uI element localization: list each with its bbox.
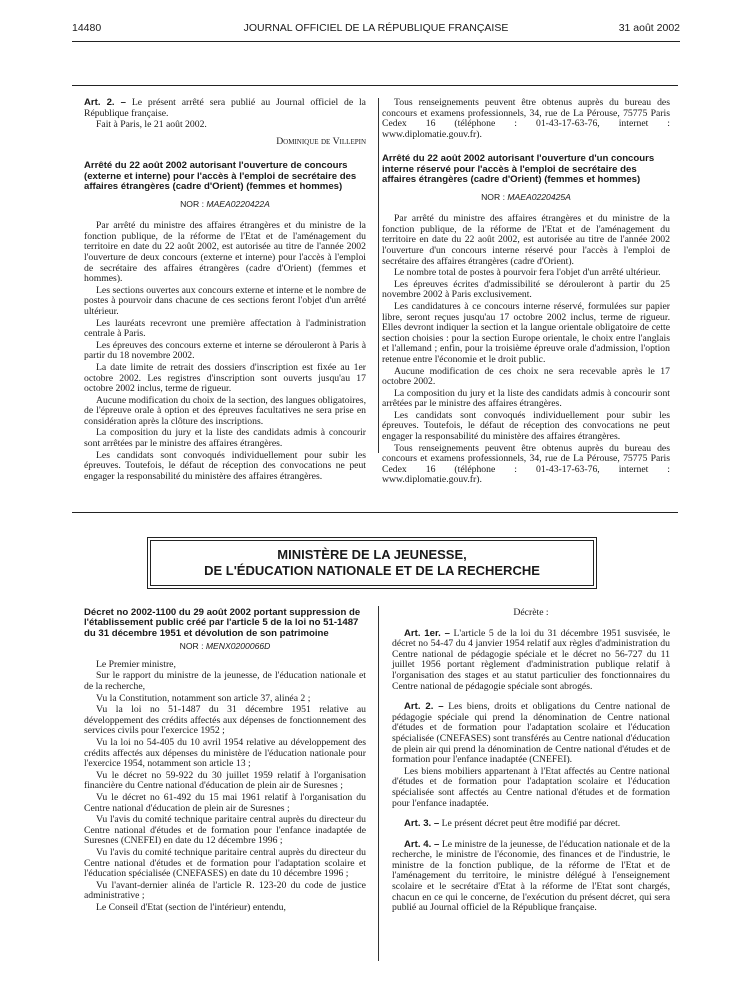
nor-reference: NOR : MAEA0220422A [180,198,270,209]
article-paragraph: Art. 1er. – L'article 5 de la loi du 31 décembre 1951 susvisée, le décret no 54-47 du 4 janvier 1954 relatif aux règles d'administration du Centre national de pédagogie spéciale et le décret no 56-727 du 11 juillet 1956 portant règlement d'administration publique relatif à l'organisation des stages et au statut particulier des fonctionnaires du Centre national de pédagogie spéciale sont abrogés. [392,627,670,692]
page-number: 14480 [72,22,102,34]
top-rule [72,85,678,86]
paragraph: Les candidats sont convoqués individuellement pour subir les épreuves. Toutefois, le défaut de réception des convocations ne peut engager la responsabilité du ministère des affaires étrangères. [382,409,670,443]
article-text: Le présent arrêté sera publié au Journal officiel de la République française. [84,97,366,119]
nor-reference: NOR : MAEA0220425A [481,191,571,202]
paragraph: Par arrêté du ministre des affaires étrangères et du ministre de la fonction publique, de la réforme de l'Etat et de l'aménagement du territoire en date du 22 août 2002, est autorisée au titre de l'année 2002 l'ouverture d'un concours interne réservé pour l'accès à l'emploi de secrétaire des affaires étrangères (cadre d'Orient). [382,213,670,267]
paragraph: Vu l'avis du comité technique paritaire central auprès du directeur du Centre national d'études et de formation pour l'enfance inadaptée de Suresnes (CNEFEI) en date du 12 décembre 1996 ; [84,814,366,847]
paragraph: Vu la loi no 54-405 du 10 avril 1954 relative au développement des crédits affectés aux dépenses du ministère de l'éducation nationale pour l'exercice 1954, notamment son article 13 ; [84,736,366,770]
article-paragraph: Art. 4. – Le ministre de la jeunesse, de l'éducation nationale et de la recherche, le ministre de l'économie, des finances et de l'industrie, le ministre de la fonction publique, de la réforme de l'Etat et de l'aménagement du territoire, le ministre délégué à l'enseignement scolaire et le secrétaire d'Etat à la réforme de l'Etat sont chargés, chacun en ce qui le concerne, de l'exécution du présent décret, qui sera publié au Journal officiel de la République française. [392,838,670,914]
paragraph: Par arrêté du ministre des affaires étrangères et du ministre de la fonction publique, de la réforme de l'Etat et de l'aménagement du territoire en date du 22 août 2002, est autorisée au titre de l'année 2002 l'ouverture de deux concours (externe et interne) pour l'accès à l'emploi de secrétaire des affaires étrangères (cadre d'Orient) (femmes et hommes). [84,220,366,285]
header-rule [72,41,680,42]
paragraph: Vu le décret no 61-492 du 15 mai 1961 relatif à l'organisation du Centre national d'éducation de plein air de Suresnes ; [84,791,366,814]
signature: Dominique de Villepin [276,135,366,147]
done-at: Fait à Paris, le 21 août 2002. [96,119,207,131]
ministry-line-2: DE L'ÉDUCATION NATIONALE ET DE LA RECHERCHE [204,563,540,578]
paragraph: Le Premier ministre, [96,658,176,670]
paragraph: Le nombre total de postes à pourvoir fera l'objet d'un arrêté ultérieur. [394,267,661,279]
paragraph: Vu le décret no 59-922 du 30 juillet 1959 relatif à l'organisation financière du Centre national d'éducation de plein air de Suresnes ; [84,769,366,792]
paragraph: La composition du jury et la liste des candidats admis à concourir sont arrêtées par le ministre des affaires étrangères. [84,427,366,450]
decree-title: Arrêté du 22 août 2002 autorisant l'ouverture d'un concours interne réservé pour l'accès à l'emploi de secrétaire des affaires étrangères (cadre d'Orient) (femmes et hommes) [382,153,655,186]
paragraph: Vu la loi no 51-1487 du 31 décembre 1951 relative au développement des crédits affectés aux dépenses de fonctionnement des services civils pour l'exercice 1952 ; [84,704,366,737]
column-divider [378,606,379,961]
paragraph: Tous renseignements peuvent être obtenus auprès du bureau des concours et examens professionnels, 34, rue de La Pérouse, 75775 Paris Cedex 16 (téléphone : 01-43-17-63-76, internet : www.diplomatie.gouv.fr). [382,442,670,486]
paragraph: Le Conseil d'Etat (section de l'intérieur) entendu, [96,901,286,913]
paragraph: Les candidatures à ce concours interne réservé, formulées sur papier libre, seront reçues jusqu'au 17 octobre 2002 inclus, terme de rigueur. Elles devront indiquer la section et la langue orientale obligatoire de cette section choisies : pour la section Europe orientale, le choix entre l'anglais et l'allemand ; enfin, pour la troisième épreuve orale d'admission, l'option retenue entre l'économie et le droit public. [382,300,670,365]
paragraph: Les épreuves des concours externe et interne se dérouleront à Paris à partir du 18 novembre 2002. [84,339,366,362]
article-paragraph: Les biens mobiliers appartenant à l'Etat affectés au Centre national d'études et de formation pour l'adaptation scolaire et l'éducation spécialisée sont affectés au Centre national d'études et de formation pour l'enfance inadaptée. [392,765,670,809]
left-bottom-column [84,608,366,914]
paragraph: Les lauréats recevront une première affectation à l'administration centrale à Paris. [84,317,366,340]
paragraph: Aucune modification du choix de la section, des langues obligatoires, de l'épreuve orale à option et des épreuves facultatives ne sera prise en considération après la clôture des inscriptions. [84,394,366,427]
left-top-column [84,98,366,483]
page-header [72,22,680,38]
paragraph: Les candidats sont convoqués individuellement pour subir les épreuves. Toutefois, le défaut de réception des convocations ne peut engager la responsabilité du ministère des affaires étrangères. [84,449,366,482]
right-bottom-column [392,608,670,915]
article-paragraph: Art. 3. – Le présent décret peut être modifié par décret. [404,818,621,830]
issue-date: 31 août 2002 [618,22,680,34]
ministry-heading [150,540,594,586]
right-top-column [382,98,670,487]
paragraph: Vu la Constitution, notamment son article 37, alinéa 2 ; [96,692,311,704]
section-rule [72,512,678,513]
art2-paragraph [84,98,366,119]
decrete-heading: Décrète : [513,607,549,618]
article-paragraph: Art. 2. – Les biens, droits et obligations du Centre national de pédagogie spéciale qui prend la dénomination de Centre national d'études et de formation pour l'adaptation scolaire et l'éducation spécialisée (CNEFASES) sont transférés au Centre national d'éducation de plein air qui prend la dénomination de Centre national d'études et de formation pour l'enfance inadaptée (CNEFEI). [392,701,670,766]
column-divider [378,98,379,453]
paragraph: Les sections ouvertes aux concours externe et interne et le nombre de postes à pourvoir dans chacune de ces sections feront l'objet d'un arrêté ultérieur. [84,284,366,317]
paragraph: Aucune modification de ces choix ne sera recevable après le 17 octobre 2002. [382,365,670,388]
decree-title: Arrêté du 22 août 2002 autorisant l'ouverture de concours (externe et interne) pour l'accès à l'emploi de secrétaire des affaires étrangères (cadre d'Orient) (femmes et hommes) [84,160,357,193]
paragraph: Les épreuves écrites d'admissibilité se dérouleront à partir du 25 novembre 2002 à Paris exclusivement. [382,278,670,301]
paragraph: Tous renseignements peuvent être obtenus auprès du bureau des concours et examens professionnels, 34, rue de La Pérouse, 75775 Paris Cedex 16 (téléphone : 01-43-17-63-76, internet : www.diplomatie.gouv.fr). [382,97,670,140]
decree-title: Décret no 2002-1100 du 29 août 2002 portant suppression de l'établissement public créé par l'article 5 de la loi no 51-1487 du 31 décembre 1951 et dévolution de son patrimoine [84,607,361,639]
nor-reference: NOR : MENX0200066D [179,641,271,652]
paragraph: Vu l'avis du comité technique paritaire central auprès du directeur du Centre national d'études et de formation pour l'adaptation scolaire et l'éducation spécialisée (CNEFASES) en date du 10 décembre 1996 ; [84,846,366,880]
paragraph: La composition du jury et la liste des candidats admis à concourir sont arrêtées par le ministre des affaires étrangères. [382,387,670,410]
paragraph: La date limite de retrait des dossiers d'inscription est fixée au 1er octobre 2002. Les registres d'inscription sont ouverts jusqu'au 17 octobre 2002 inclus, terme de rigueur. [84,361,366,395]
ministry-line-1: MINISTÈRE DE LA JEUNESSE, [277,547,467,562]
paragraph: Vu l'avant-dernier alinéa de l'article R. 123-20 du code de justice administrative ; [84,879,366,902]
journal-title: JOURNAL OFFICIEL DE LA RÉPUBLIQUE FRANÇAISE [243,22,509,34]
article-label: Art. 2. – [84,97,127,108]
paragraph: Sur le rapport du ministre de la jeunesse, de l'éducation nationale et de la recherche, [84,670,366,692]
